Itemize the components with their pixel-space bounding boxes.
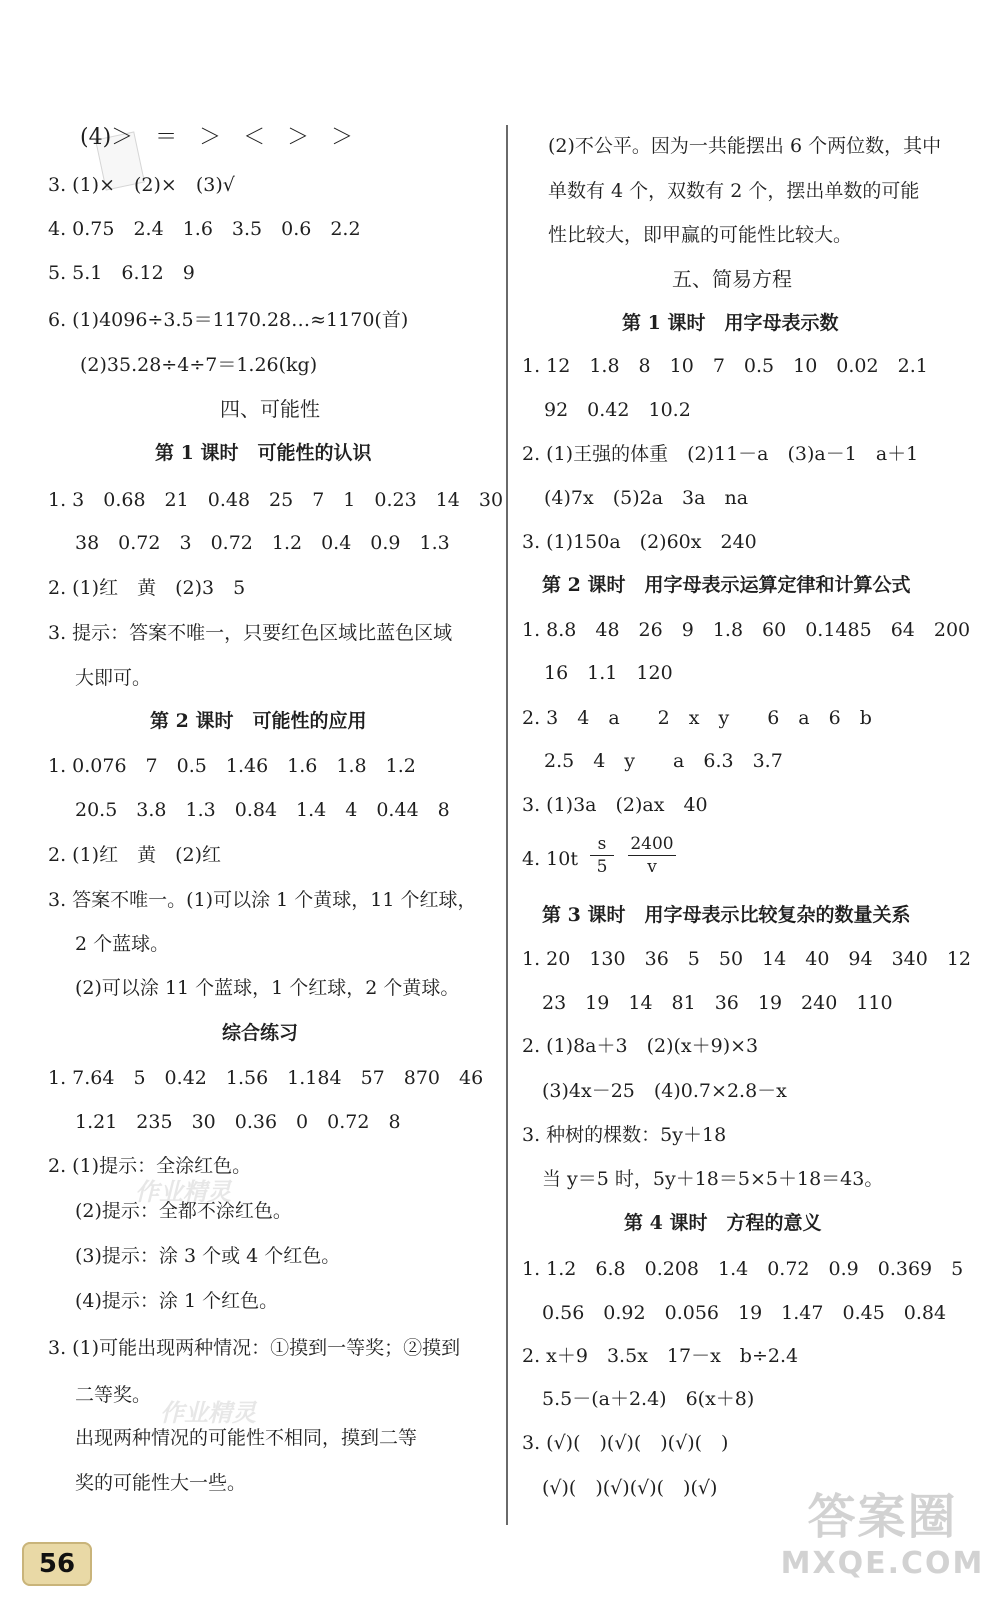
answer-line: 1. 1.2 6.8 0.208 1.4 0.72 0.9 0.369 5 [522,1258,964,1280]
answer-line: 4. 0.75 2.4 1.6 3.5 0.6 2.2 [48,218,361,240]
answer-line: (3)提示：涂 3 个或 4 个红色。 [75,1245,341,1267]
answer-line: 性比较大，即甲赢的可能性比较大。 [548,224,853,246]
answer-line: 2 个蓝球。 [75,933,170,955]
answer-line: (2)可以涂 11 个蓝球，1 个红球，2 个黄球。 [75,977,460,999]
unit-title: 五、简易方程 [672,267,792,291]
fraction-denominator: v [647,857,657,877]
section-title: 综合练习 [222,1022,299,1044]
page-number: 56 [22,1542,92,1586]
answer-line: 3. (√)( )(√)( )(√)( ) [522,1432,729,1454]
answer-line: 0.56 0.92 0.056 19 1.47 0.45 0.84 [542,1302,947,1324]
answer-line: 2. (1)王强的体重 (2)11－a (3)a－1 a＋1 [522,443,919,465]
answer-line: 1. 0.076 7 0.5 1.46 1.6 1.8 1.2 [48,755,416,777]
answer-line: 2. x＋9 3.5x 17－x b÷2.4 [522,1345,799,1367]
fraction [628,833,676,878]
answer-line: 1. 7.64 5 0.42 1.56 1.184 57 870 46 [48,1067,484,1089]
answer-line: (4)提示：涂 1 个红色。 [75,1290,279,1312]
lesson-title: 第 3 课时 用字母表示比较复杂的数量关系 [542,904,911,926]
lesson-title: 第 2 课时 可能性的应用 [150,710,367,732]
answer-line: 3. (1)可能出现两种情况：①摸到一等奖；②摸到 [48,1337,461,1359]
answer-line: 当 y＝5 时，5y＋18＝5×5＋18＝43。 [542,1168,884,1190]
column-divider [506,125,508,1525]
lesson-title: 第 4 课时 方程的意义 [624,1212,822,1234]
answer-line: 2.5 4 y a 6.3 3.7 [544,750,783,772]
fraction-numerator: s [597,834,607,854]
answer-line: 单数有 4 个，双数有 2 个，摆出单数的可能 [548,180,920,202]
watermark-text: 作业精灵 [135,1178,231,1206]
answer-line: (2)不公平。因为一共能摆出 6 个两位数，其中 [548,135,942,157]
answer-line: 2. (1)红 黄 (2)红 [48,844,221,866]
logo-text: 答案圈 [807,1489,958,1545]
answer-line: 2. (1)红 黄 (2)3 5 [48,577,246,599]
answer-line: 1. 3 0.68 21 0.48 25 7 1 0.23 14 30 [48,489,504,511]
answer-line: 3. (1)× (2)× (3)√ [48,174,235,196]
answer-line: 16 1.1 120 [544,662,673,684]
answer-line: 5. 5.1 6.12 9 [48,262,195,284]
watermark-text: 作业精灵 [160,1399,256,1427]
fraction-numerator: 2400 [630,834,674,854]
answer-line: 大即可。 [75,667,152,689]
answer-line: 23 19 14 81 36 19 240 110 [542,992,893,1014]
answer-line: 2. (1)8a＋3 (2)(x＋9)×3 [522,1035,759,1057]
lesson-title: 第 2 课时 用字母表示运算定律和计算公式 [542,574,911,596]
answer-line: 20.5 3.8 1.3 0.84 1.4 4 0.44 8 [75,799,450,821]
lesson-title: 第 1 课时 用字母表示数 [622,312,839,334]
answer-line: (4)7x (5)2a 3a na [544,487,749,509]
site-logo [780,1488,985,1593]
answer-line: (√)( )(√)(√)( )(√) [542,1477,718,1499]
answer-line: 3. (1)150a (2)60x 240 [522,531,757,553]
answer-line: (3)4x－25 (4)0.7×2.8－x [542,1080,787,1102]
answer-line: 1. 12 1.8 8 10 7 0.5 10 0.02 2.1 [522,355,928,377]
logo-url: MXQE.COM [780,1546,985,1581]
answer-line: 3. 种树的棵数：5y＋18 [522,1124,727,1146]
answer-line: 1.21 235 30 0.36 0 0.72 8 [75,1111,401,1133]
answer-line: 1. 20 130 36 5 50 14 40 94 340 12 [522,948,972,970]
answer-line: 1. 8.8 48 26 9 1.8 60 0.1485 64 200 [522,619,971,641]
answer-line: 92 0.42 10.2 [544,399,691,421]
answer-line: 38 0.72 3 0.72 1.2 0.4 0.9 1.3 [75,532,450,554]
answer-line: 5.5－(a＋2.4) 6(x＋8) [542,1388,755,1410]
answer-line: 二等奖。 [75,1384,152,1406]
unit-title: 四、可能性 [220,397,320,421]
fraction [590,833,614,878]
lesson-title: 第 1 课时 可能性的认识 [155,442,372,464]
answer-line: 3. 答案不唯一。(1)可以涂 1 个黄球，11 个红球， [48,889,477,911]
answer-line: 2. 3 4 a 2 x y 6 a 6 b [522,707,872,729]
answer-line: (4)＞ ＝ ＞ ＜ ＞ ＞ [80,125,354,150]
answer-line: 3. (1)3a (2)ax 40 [522,794,708,816]
answer-line: (2)35.28÷4÷7＝1.26(kg) [80,354,318,376]
answer-line: 3. 提示：答案不唯一，只要红色区域比蓝色区域 [48,622,453,644]
fraction-denominator: 5 [596,857,608,877]
answer-line: 2. (1)提示：全涂红色。 [48,1155,252,1177]
answer-line: 4. 10t [522,848,578,870]
answer-line: 6. (1)4096÷3.5＝1170.28…≈1170(首) [48,309,409,331]
answer-line: (2)提示：全都不涂红色。 [75,1200,292,1222]
answer-line: 奖的可能性大一些。 [75,1472,247,1494]
answer-line: 出现两种情况的可能性不相同，摸到二等 [75,1427,418,1449]
